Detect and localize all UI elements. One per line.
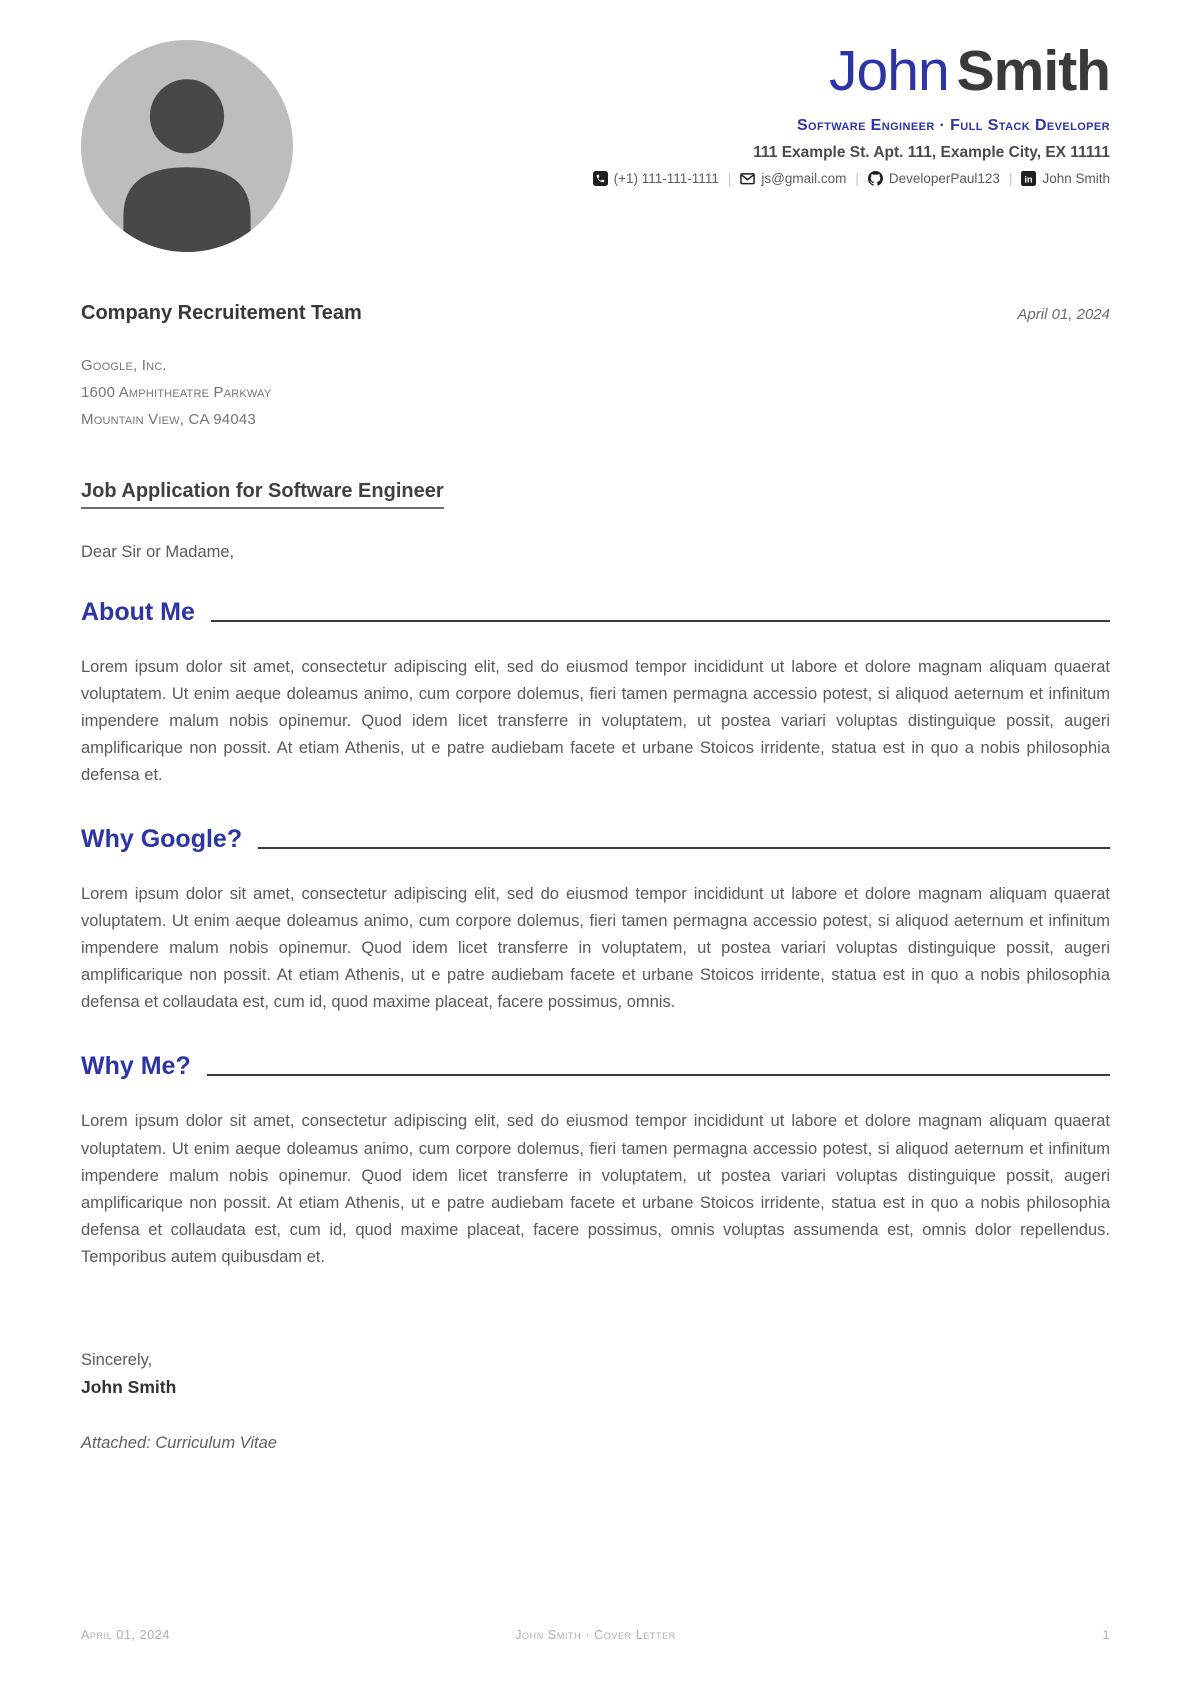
recipient-row [81,302,1110,325]
email-address[interactable]: js@gmail.com [761,170,847,186]
contact-email [740,171,846,186]
letter-date: April 01, 2024 [1017,306,1110,323]
person-avatar-icon [81,40,293,252]
header-identity [593,39,1110,186]
phone-number[interactable]: (+1) 111-111-1111 [613,170,719,186]
svg-text:in: in [1024,174,1034,185]
avatar [81,40,293,252]
section-about-me [81,598,1110,789]
greeting: Dear Sir or Madame, [81,543,235,561]
email-icon [740,171,755,186]
header [81,40,1110,252]
contact-row [593,171,1110,186]
section-body: Lorem ipsum dolor sit amet, consectetur adipiscing elit, sed do eiusmod tempor incididunt ut labore et dolore magnam aliquam quaerat voluptatem. Ut enim aeque doleamus animo, cum corpore dolemus, fieri tamen permagna accessio potest, si aliquod aeternum et infinitum impendere malum nobis opinemur. Quod idem licet transferre in voluptatem, ut postea variari voluptas distinguique possit, augeri amplificarique non possit. At etiam Athenis, ut e patre audiebam facete et urbane Stoicos irridente, statua est in quo a nobis philosophia defensa et. [81,658,1110,785]
contact-separator: | [1008,170,1013,186]
section-why-google [81,825,1110,1016]
linkedin-name[interactable]: John Smith [1042,170,1110,186]
section-heading [81,598,1110,627]
section-rule [211,620,1110,622]
contact-separator: | [855,170,859,186]
job-tagline: Software Engineer · Full Stack Developer [796,116,1110,134]
section-why-me [81,1052,1110,1270]
section-title: Why Google? [81,825,243,854]
subject-wrap [81,480,1110,509]
section-title: About Me [81,598,195,626]
footer-doc-title: John Smith · Cover Letter [515,1628,676,1642]
recipient-city: Mountain View, CA 94043 [81,411,256,428]
contact-linkedin [1021,171,1110,186]
recipient-title: Company Recruitement Team [81,302,362,324]
recipient-street: 1600 Amphitheatre Parkway [81,384,272,401]
section-body: Lorem ipsum dolor sit amet, consectetur adipiscing elit, sed do eiusmod tempor incididunt ut labore et dolore magnam aliquam quaerat voluptatem. Ut enim aeque doleamus animo, cum corpore dolemus, fieri tamen permagna accessio potest, si aliquod aeternum et infinitum impendere malum nobis opinemur. Quod idem licet transferre in voluptatem, ut postea variari voluptas distinguique possit, augeri amplificarique non possit. At etiam Athenis, ut e patre audiebam facete et urbane Stoicos irridente, statua est in quo a nobis philosophia defensa et collaudata est, cum id, quod maxime placeat, facere possimus, omnis voluptas assumenda est, omnis dolor repellendus. Temporibus autem quibusdam et. [81,1112,1110,1266]
valediction: Sincerely, [81,1350,153,1369]
footer-date: April 01, 2024 [81,1628,170,1642]
contact-separator: | [727,170,732,186]
recipient-address [81,352,1110,433]
section-body: Lorem ipsum dolor sit amet, consectetur adipiscing elit, sed do eiusmod tempor incididunt ut labore et dolore magnam aliquam quaerat voluptatem. Ut enim aeque doleamus animo, cum corpore dolemus, fieri tamen permagna accessio potest, si aliquod aeternum et infinitum impendere malum nobis opinemur. Quod idem licet transferre in voluptatem, ut postea variari voluptas distinguique possit, augeri amplificarique non possit. At etiam Athenis, ut e patre audiebam facete et urbane Stoicos irridente, statua est in quo a nobis philosophia defensa et collaudata est, cum id, quod maxime placeat, facere possimus, omnis. [81,885,1110,1012]
page-footer [81,1628,1110,1642]
github-icon [868,171,883,186]
section-title: Why Me? [81,1052,191,1081]
postal-address: 111 Example St. Apt. 111, Example City, EX 11111 [753,143,1110,161]
signature: John Smith [81,1376,177,1397]
contact-phone [593,171,719,186]
section-heading [81,825,1110,854]
section-rule [207,1074,1110,1076]
linkedin-icon [1021,171,1036,186]
phone-icon [593,171,608,186]
first-name: John [829,39,949,103]
section-heading [81,1052,1110,1081]
recipient-company: Google, Inc. [81,357,167,374]
closing [81,1351,1110,1453]
contact-github [868,171,1000,186]
github-username[interactable]: DeveloperPaul123 [888,170,1000,186]
attachment-note: Attached: Curriculum Vitae [81,1433,277,1452]
footer-page-number: 1 [1102,1628,1110,1642]
section-rule [258,847,1110,849]
letter-subject: Job Application for Software Engineer [81,480,444,509]
page-title [593,39,1110,103]
last-name: Smith [956,39,1110,103]
